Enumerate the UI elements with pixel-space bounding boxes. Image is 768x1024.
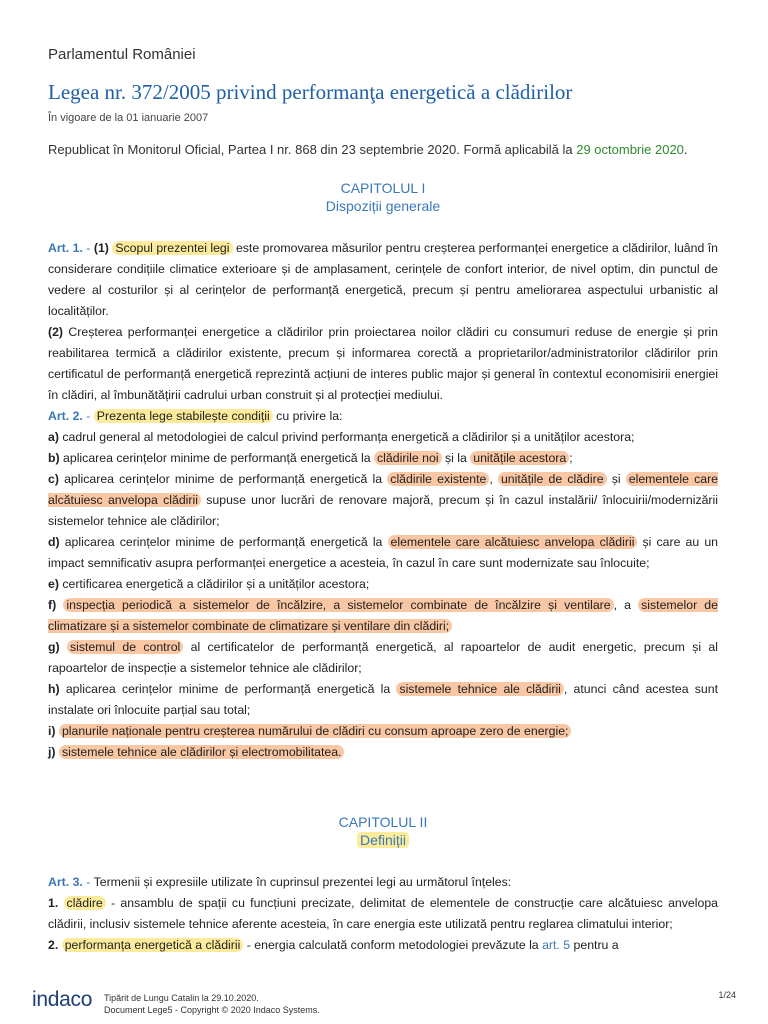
art-2-item-j: j) sistemele tehnice ale clădirilor și electromobilitatea.: [48, 742, 718, 763]
chapter-2-body: [48, 872, 718, 956]
art-3-number[interactable]: Art. 3.: [48, 875, 83, 889]
chapter-1-body: [48, 238, 718, 763]
art-2-intro: Art. 2. - Prezenta lege stabilește condiții cu privire la:: [48, 409, 343, 423]
indaco-logo: indaco: [32, 988, 93, 1011]
art-3-item-2: 2. performanța energetică a clădirii - energia calculată conform metodologiei prevăzute la art. 5 pentru a: [48, 938, 619, 952]
art-5-link[interactable]: art. 5: [542, 938, 571, 952]
in-force-date: În vigoare de la 01 ianuarie 2007: [48, 112, 209, 124]
printed-by: Tipărit de Lungu Catalin la 29.10.2020.: [104, 993, 259, 1003]
art-2-item-c: c) aplicarea cerințelor minime de performanță energetică la clădirile existente , unitățile de clădire și elementele care alcătuiesc anvelopa clădirii supuse unor lucrări de renovare majoră, precum și în cazul instalării/ înlocuirii/modernizării sistemelor tehnice ale clădirilor;: [48, 472, 719, 528]
art-2-item-g: g) sistemul de control al certificatelor de performanță energetică, al rapoartelor de audit energetic, precum și al rapoartelor de inspecție a sistemelor tehnice ale clădirilor;: [48, 640, 718, 675]
art-1-number[interactable]: Art. 1.: [48, 241, 83, 255]
art-3-intro: Art. 3. - Termenii și expresiile utilizate în cuprinsul prezentei legi au următorul înțeles:: [48, 875, 512, 889]
print-info: [104, 992, 320, 1016]
art-2-item-d: d) aplicarea cerințelor minime de performanță energetică la elementele care alcătuiesc anvelopa clădirii și care au un impact semnificativ asupra performanței energetice a acesteia, în cazul în care sunt modernizate sau înlocuite;: [48, 535, 718, 570]
applicable-date: 29 octombrie 2020: [576, 142, 684, 157]
highlight-orange: inspecția periodică a sistemelor de încălzire, a sistemelor combinate de încălzire și ventilare: [63, 598, 613, 612]
republication-note: [48, 142, 688, 157]
highlight-orange: clădirile noi: [374, 451, 442, 465]
art-1-para-2: (2) Creșterea performanței energetice a clădirilor prin proiectarea noilor clădiri cu consumuri reduse de energie și prin reabilitarea termică a clădirilor existente, precum și informarea corectă a proprietarilor/administratorilor clădirilor prin certificatul de performanță energetică reprezintă acțiuni de interes public major și general în contextul economisirii energiei în clădiri, al îmbunătățirii cadrului urban construit și al protecției mediului.: [48, 325, 718, 402]
highlight-orange: planurile naționale pentru creșterea numărului de clădiri cu consum aproape zero de energie;: [59, 724, 572, 738]
highlight-orange: sistemelor de climatizare și a sistemelor combinate de climatizare și ventilare din clădiri;: [48, 598, 718, 633]
highlight-orange: elementele care alcătuiesc anvelopa clădirii: [388, 535, 638, 549]
art-2-item-a: a) cadrul general al metodologiei de calcul privind performanța energetică a clădirilor și a unităților acestora;: [48, 430, 635, 444]
highlight-orange: unitățile acestora: [470, 451, 569, 465]
issuer: Parlamentul României: [48, 46, 196, 63]
art-2-item-h: h) aplicarea cerințelor minime de performanță energetică la sistemele tehnice ale clădirii , atunci când acestea sunt instalate ori înlocuite parțial sau total;: [48, 682, 718, 717]
art-2-number[interactable]: Art. 2.: [48, 409, 83, 423]
page-number: 1/24: [718, 990, 736, 1000]
chapter-1-heading: [48, 180, 718, 214]
highlight-yellow: performanța energetică a clădirii: [62, 938, 244, 952]
art-2-item-e: e) certificarea energetică a clădirilor și a unităților acestora;: [48, 577, 370, 591]
highlight-yellow: Prezenta lege stabilește condiții: [94, 409, 273, 423]
highlight-orange: sistemul de control: [67, 640, 183, 654]
art-2-item-f: f) inspecția periodică a sistemelor de încălzire, a sistemelor combinate de încălzire și ventilare , a sistemelor de climatizare și a sistemelor combinate de climatizare și ventilare din clădiri;: [48, 598, 718, 633]
highlight-yellow: clădire: [64, 896, 106, 910]
highlight-orange: sistemele tehnice ale clădirii: [396, 682, 564, 696]
law-title: Legea nr. 372/2005 privind performanţa energetică a clădirilor: [48, 80, 573, 104]
copyright: Document Lege5 - Copyright © 2020 Indaco Systems.: [104, 1005, 320, 1015]
republication-suffix: .: [683, 142, 688, 157]
page-footer: [32, 988, 736, 1018]
art-2-item-i: i) planurile naționale pentru creșterea numărului de clădiri cu consum aproape zero de energie;: [48, 721, 718, 742]
chapter-2-subtitle: Definiții: [357, 832, 409, 848]
highlight-orange: sistemele tehnice ale clădirilor și electromobilitatea.: [59, 745, 345, 759]
highlight-orange: elementele care alcătuiesc anvelopa clădirii: [48, 472, 719, 507]
chapter-1-subtitle: Dispoziții generale: [325, 198, 441, 214]
highlight-yellow: Scopul prezentei legi: [112, 241, 232, 255]
highlight-orange: clădirile existente: [387, 472, 489, 486]
art-1-para-1: Art. 1. - (1) Scopul prezentei legi este promovarea măsurilor pentru creșterea performanței energetice a clădirilor, luând în considerare condițiile climatice exterioare și de amplasament, cerințele de confort interior, de nivel optim, din punctul de vedere al costurilor și al cerințelor de performanță energetică, precum și pentru ameliorarea aspectului urbanistic al localităților.: [48, 241, 718, 318]
art-2-item-b: b) aplicarea cerințelor minime de performanță energetică la clădirile noi și la unitățile acestora ;: [48, 451, 573, 465]
chapter-2-label: CAPITOLUL II: [338, 814, 428, 830]
republication-text: Republicat în Monitorul Oficial, Partea I nr. 868 din 23 septembrie 2020. Formă aplicabilă la: [48, 142, 577, 157]
art-3-item-1: 1. clădire - ansamblu de spații cu funcțiuni precizate, delimitat de elementele de construcție care alcătuiesc anvelopa clădirii, inclusiv sistemele tehnice aferente acesteia, în care energia este utilizată pentru reglarea climatului interior;: [48, 896, 718, 931]
chapter-1-label: CAPITOLUL I: [340, 180, 426, 196]
highlight-orange: unitățile de clădire: [498, 472, 607, 486]
chapter-2-heading: [48, 814, 718, 848]
